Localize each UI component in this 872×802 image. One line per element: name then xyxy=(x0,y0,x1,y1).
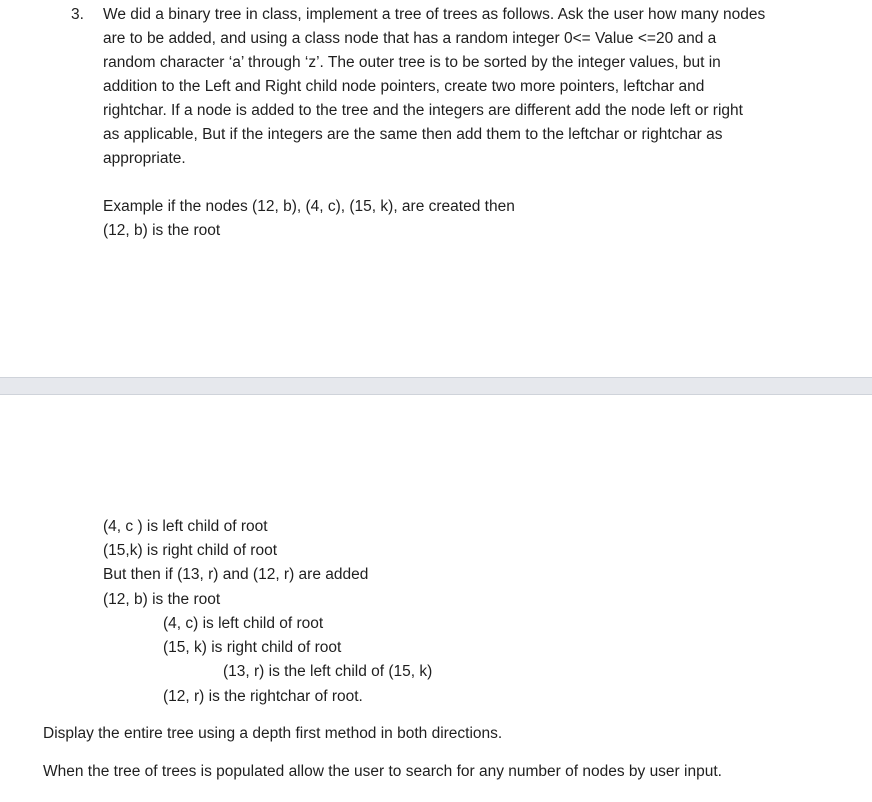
instruction-search: When the tree of trees is populated allow the user to search for any number of nodes by user input. xyxy=(43,763,722,780)
example-line-3: But then if (13, r) and (12, r) are added xyxy=(103,566,369,583)
example-line-1: (4, c ) is left child of root xyxy=(103,518,268,535)
instruction-display: Display the entire tree using a depth first method in both directions. xyxy=(43,725,503,742)
question-number: 3. xyxy=(71,6,84,23)
paragraph-line-5: rightchar. If a node is added to the tree and the integers are different add the node left or right xyxy=(103,102,743,119)
indented-line-1: (4, c) is left child of root xyxy=(163,615,324,632)
paragraph-line-1: We did a binary tree in class, implement a tree of trees as follows. Ask the user how many nodes xyxy=(103,6,766,23)
example-intro: Example if the nodes (12, b), (4, c), (15, k), are created then xyxy=(103,198,515,215)
example-line-4: (12, b) is the root xyxy=(103,591,221,608)
paragraph-line-2: are to be added, and using a class node that has a random integer 0<= Value <=20 and a xyxy=(103,30,717,47)
paragraph-line-4: addition to the Left and Right child node pointers, create two more pointers, leftchar and xyxy=(103,78,705,95)
indented-line-4: (12, r) is the rightchar of root. xyxy=(163,688,363,705)
paragraph-line-3: random character ‘a’ through ‘z’. The outer tree is to be sorted by the integer values, but in xyxy=(103,54,721,71)
document-page-2 xyxy=(0,395,872,802)
document-page-1 xyxy=(0,0,872,377)
paragraph-line-7: appropriate. xyxy=(103,150,186,167)
page-break xyxy=(0,377,872,395)
indented-line-2: (15, k) is right child of root xyxy=(163,639,342,656)
example-line-2: (15,k) is right child of root xyxy=(103,542,278,559)
indented-line-3: (13, r) is the left child of (15, k) xyxy=(223,663,433,680)
example-root: (12, b) is the root xyxy=(103,222,221,239)
paragraph-line-6: as applicable, But if the integers are the same then add them to the leftchar or rightchar as xyxy=(103,126,723,143)
